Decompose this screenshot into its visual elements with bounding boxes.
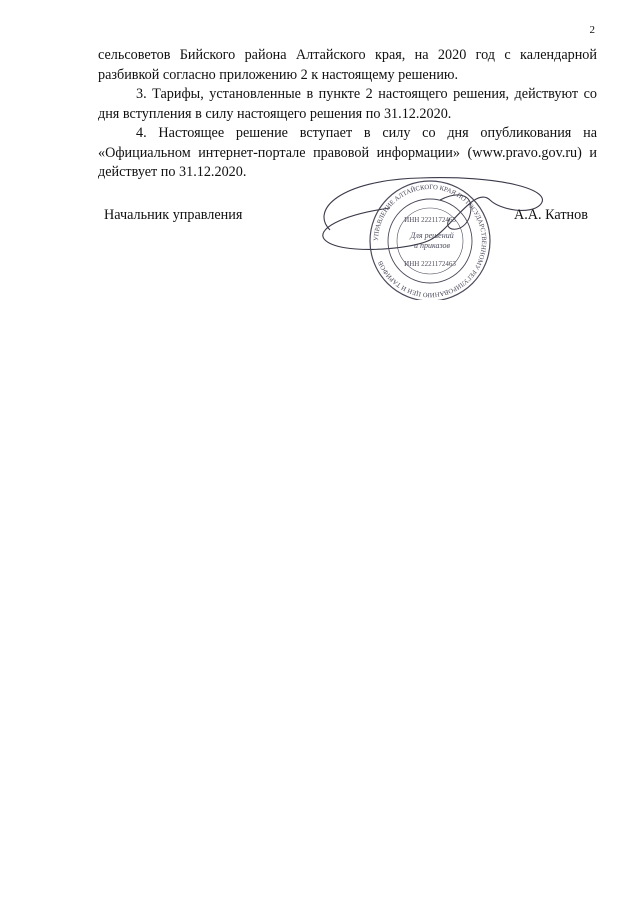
stamp-center-line-1: Для решений bbox=[410, 231, 454, 240]
signatory-name: А.А. Катнов bbox=[514, 207, 588, 223]
document-body bbox=[98, 46, 597, 183]
page-number: 2 bbox=[589, 24, 595, 36]
paragraph-continuation: сельсоветов Бийского района Алтайского края, на 2020 год с календарной разбивкой согласно приложению 2 к настоящему решению. bbox=[98, 47, 597, 83]
paragraph-4: 4. Настоящее решение вступает в силу со дня опубликования на «Официальном интернет-портале правовой информации» (www.pravo.gov.ru) и действует по 31.12.2020. bbox=[98, 125, 597, 180]
official-stamp-with-signature bbox=[300, 170, 560, 300]
paragraph-3: 3. Тарифы, установленные в пункте 2 настоящего решения, действуют со дня вступления в силу настоящего решения по 31.12.2020. bbox=[98, 86, 597, 122]
stamp-inn-bottom: ИНН 2221172463 bbox=[404, 260, 456, 268]
stamp-inn: ИНН 2221172463 bbox=[404, 216, 456, 224]
stamp-ring-text: УПРАВЛЕНИЕ АЛТАЙСКОГО КРАЯ ПО ГОСУДАРСТВЕННОМУ РЕГУЛИРОВАНИЮ ЦЕН И ТАРИФОВ bbox=[372, 183, 488, 299]
signature-block bbox=[0, 183, 639, 300]
stamp-center-line-2: и приказов bbox=[413, 241, 451, 250]
signatory-position: Начальник управления bbox=[104, 207, 243, 223]
